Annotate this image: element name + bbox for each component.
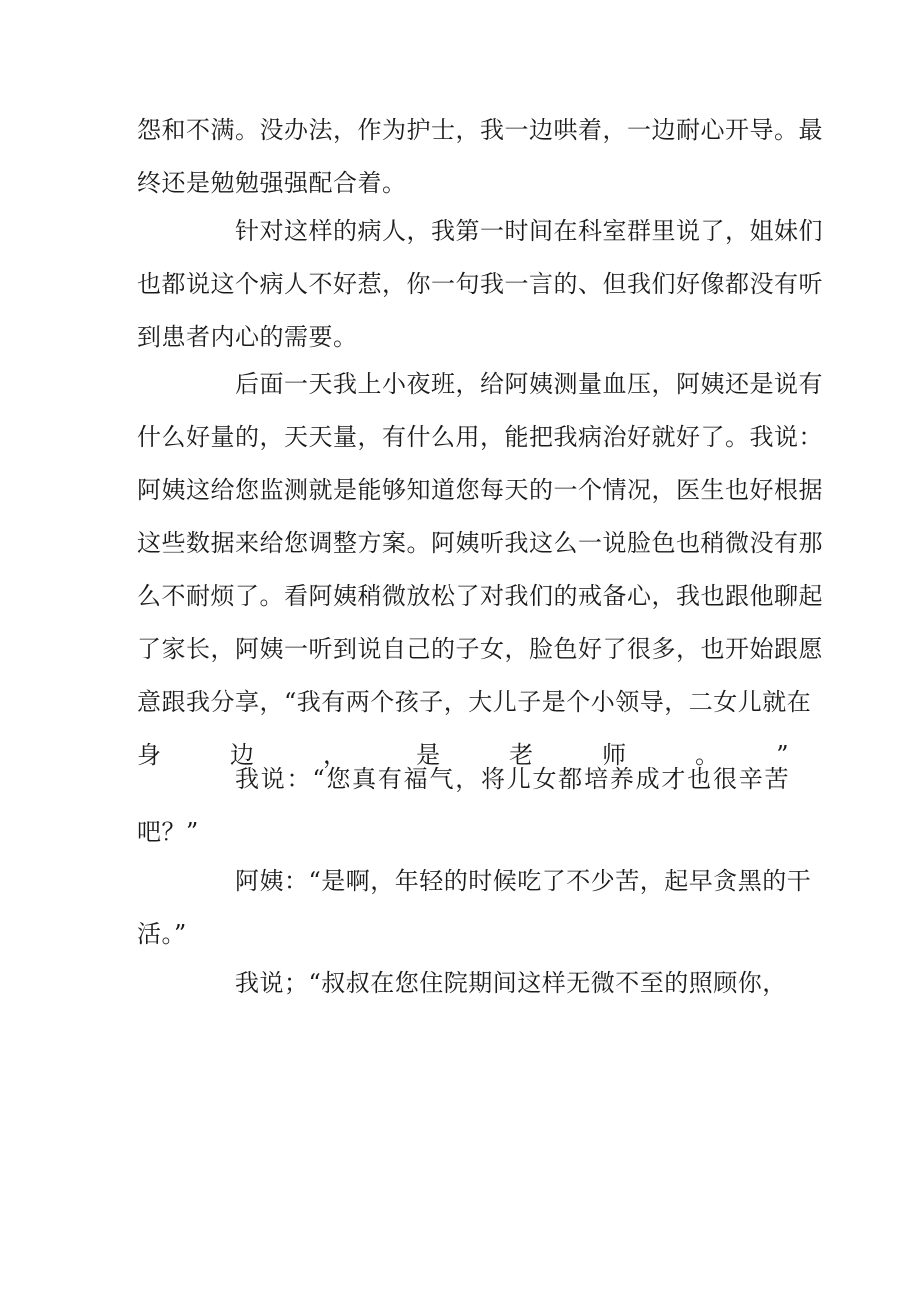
- text-line: 针对这样的病人，我第一时间在科室群里说了，姐妹们: [235, 217, 823, 245]
- text-line: 怨和不满。没办法，作为护士，我一边哄着，一边耐心开导。最: [137, 116, 823, 144]
- text-line: 阿姨：“是啊，年轻的时候吃了不少苦，起早贪黑的干: [235, 867, 812, 895]
- text-line: 我说；“叔叔在您住院期间这样无微不至的照顾你，: [235, 969, 787, 997]
- paragraph-2: [137, 205, 823, 364]
- text-line: 什么好量的，天天量，有什么用，能把我病治好就好了。我说：: [137, 423, 823, 451]
- text-line: 也都说这个病人不好惹，你一句我一言的、但我们好像都没有听: [137, 270, 823, 298]
- text-line: 到患者内心的需要。: [137, 323, 358, 351]
- text-line: 阿姨这给您监测就是能够知道您每天的一个情况，医生也好根据: [137, 476, 823, 504]
- paragraph-1: [137, 104, 823, 210]
- paragraph-4: [137, 753, 789, 859]
- text-line: 么不耐烦了。看阿姨稍微放松了对我们的戒备心，我也跟他聊起: [137, 582, 823, 610]
- text-line: 我说：“您真有福气，将儿女都培养成才也很辛苦: [235, 765, 789, 793]
- text-line: 意跟我分享，“我有两个孩子，大儿子是个小领导，二女儿就在: [137, 688, 812, 716]
- paragraph-6: [137, 957, 789, 1010]
- text-line: 吧？”: [137, 818, 199, 846]
- text-line: 终还是勉勉强强配合着。: [137, 169, 407, 197]
- text-line: 这些数据来给您调整方案。阿姨听我这么一说脸色也稍微没有那: [137, 529, 823, 557]
- text-line: 活。”: [137, 920, 187, 948]
- text-line: 身边，是老师。”: [137, 741, 789, 769]
- paragraph-5: [137, 855, 812, 961]
- paragraph-3: [137, 358, 823, 782]
- text-line: 了家长，阿姨一听到说自己的子女，脸色好了很多，也开始跟愿: [137, 635, 823, 663]
- text-line: 后面一天我上小夜班，给阿姨测量血压，阿姨还是说有: [235, 370, 823, 398]
